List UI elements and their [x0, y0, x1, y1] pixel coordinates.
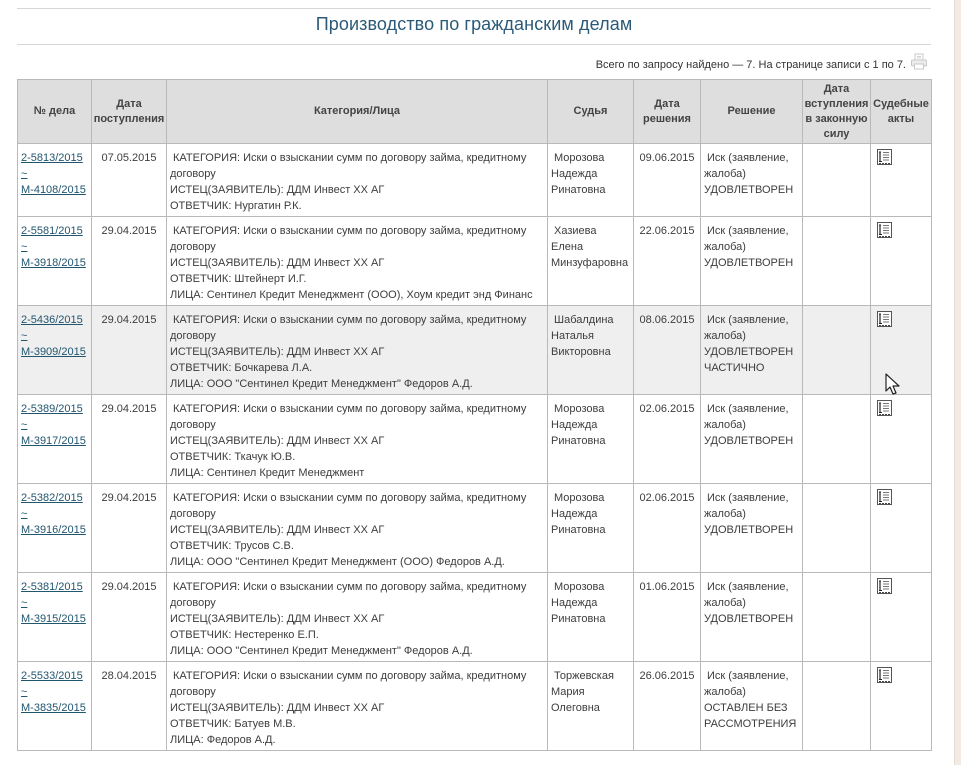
judge-name: Морозова Надежда Ринатовна [551, 152, 606, 196]
case-number-cell [18, 144, 92, 217]
header-category[interactable]: Категория/Лица [167, 80, 548, 144]
category-line: ИСТЕЦ(ЗАЯВИТЕЛЬ): ДДМ Инвест XX АГ [170, 184, 385, 196]
material-number-link[interactable]: М-3915/2015 [21, 613, 86, 625]
judge-name: Шабалдина Наталья Викторовна [551, 314, 614, 358]
table-row [18, 573, 932, 662]
category-line: ЛИЦА: Сентинел Кредит Менеджмент (ООО), Хоум кредит энд Финанс [170, 289, 533, 301]
case-number-link[interactable]: 2-5381/2015 [21, 581, 83, 593]
category-cell [167, 662, 548, 751]
divider-top [17, 8, 931, 9]
decision-cell [701, 395, 803, 484]
decision-cell [701, 306, 803, 395]
effective-date [803, 573, 871, 662]
category-line: ЛИЦА: ООО "Сентинел Кредит Менеджмент (ООО) Федоров А.Д. [170, 556, 505, 568]
case-number-cell [18, 217, 92, 306]
category-cell [167, 484, 548, 573]
court-acts-cell [871, 662, 932, 751]
divider-title [17, 44, 931, 45]
judge-name: Хазиева Елена Минзуфаровна [551, 225, 629, 269]
category-line: ОТВЕТЧИК: Бочкарева Л.А. [170, 362, 313, 374]
table-row [18, 306, 932, 395]
category-line: КАТЕГОРИЯ: Иски о взыскании сумм по договору займа, кредитному договору [170, 670, 527, 698]
category-line: КАТЕГОРИЯ: Иски о взыскании сумм по договору займа, кредитному договору [170, 152, 527, 180]
table-row [18, 395, 932, 484]
case-number-link[interactable]: 2-5382/2015 [21, 492, 83, 504]
judge-cell [548, 144, 634, 217]
category-cell [167, 144, 548, 217]
document-icon[interactable] [877, 149, 892, 165]
category-line: ИСТЕЦ(ЗАЯВИТЕЛЬ): ДДМ Инвест XX АГ [170, 346, 385, 358]
printer-icon[interactable] [910, 53, 928, 70]
judge-name: Морозова Надежда Ринатовна [551, 403, 606, 447]
decision-date: 26.06.2015 [634, 662, 701, 751]
category-line: ЛИЦА: Федоров А.Д. [170, 734, 276, 746]
page-edge-strip [954, 0, 961, 765]
table-body [18, 144, 932, 751]
decision-date: 22.06.2015 [634, 217, 701, 306]
category-line: ИСТЕЦ(ЗАЯВИТЕЛЬ): ДДМ Инвест XX АГ [170, 257, 385, 269]
category-line: ИСТЕЦ(ЗАЯВИТЕЛЬ): ДДМ Инвест XX АГ [170, 524, 385, 536]
table-header-row [18, 80, 932, 144]
judge-cell [548, 217, 634, 306]
case-number-link[interactable]: 2-5436/2015 [21, 314, 83, 326]
received-date: 07.05.2015 [92, 144, 167, 217]
received-date: 28.04.2015 [92, 662, 167, 751]
effective-date [803, 217, 871, 306]
judge-cell [548, 662, 634, 751]
decision-date: 02.06.2015 [634, 484, 701, 573]
decision-text: Иск (заявление, жалоба) УДОВЛЕТВОРЕН [704, 225, 794, 269]
case-number-cell [18, 395, 92, 484]
case-number-link[interactable]: 2-5581/2015 [21, 225, 83, 237]
table-row [18, 144, 932, 217]
category-line: КАТЕГОРИЯ: Иски о взыскании сумм по договору займа, кредитному договору [170, 314, 527, 342]
case-number-cell [18, 573, 92, 662]
case-separator-link[interactable]: ~ [21, 241, 28, 253]
court-acts-cell [871, 217, 932, 306]
category-line: ОТВЕТЧИК: Трусов С.В. [170, 540, 294, 552]
received-date: 29.04.2015 [92, 395, 167, 484]
header-case-number[interactable]: № дела [18, 80, 92, 144]
effective-date [803, 662, 871, 751]
document-icon[interactable] [877, 667, 892, 683]
case-number-link[interactable]: 2-5813/2015 [21, 152, 83, 164]
header-judge[interactable]: Судья [548, 80, 634, 144]
effective-date [803, 484, 871, 573]
table-row [18, 662, 932, 751]
decision-date: 08.06.2015 [634, 306, 701, 395]
decision-text: Иск (заявление, жалоба) УДОВЛЕТВОРЕН ЧАСТИЧНО [704, 314, 794, 374]
document-icon[interactable] [877, 222, 892, 238]
decision-date: 01.06.2015 [634, 573, 701, 662]
material-number-link[interactable]: М-3916/2015 [21, 524, 86, 536]
court-acts-cell [871, 573, 932, 662]
decision-cell [701, 217, 803, 306]
category-line: КАТЕГОРИЯ: Иски о взыскании сумм по договору займа, кредитному договору [170, 581, 527, 609]
category-line: ОТВЕТЧИК: Нургатин Р.К. [170, 200, 302, 212]
judge-cell [548, 395, 634, 484]
judge-cell [548, 306, 634, 395]
case-number-cell [18, 306, 92, 395]
table-row [18, 217, 932, 306]
category-line: ЛИЦА: ООО "Сентинел Кредит Менеджмент" Федоров А.Д. [170, 645, 473, 657]
material-number-link[interactable]: М-4108/2015 [21, 184, 86, 196]
case-separator-link[interactable]: ~ [21, 686, 28, 698]
effective-date [803, 306, 871, 395]
received-date: 29.04.2015 [92, 306, 167, 395]
judge-name: Морозова Надежда Ринатовна [551, 581, 606, 625]
category-line: ЛИЦА: ООО "Сентинел Кредит Менеджмент" Федоров А.Д. [170, 378, 473, 390]
document-icon[interactable] [877, 400, 892, 416]
decision-text: Иск (заявление, жалоба) УДОВЛЕТВОРЕН [704, 492, 794, 536]
decision-cell [701, 573, 803, 662]
document-icon[interactable] [877, 311, 892, 327]
judge-name: Торжевская Мария Олеговна [551, 670, 614, 714]
material-number-link[interactable]: М-3835/2015 [21, 702, 86, 714]
effective-date [803, 144, 871, 217]
received-date: 29.04.2015 [92, 573, 167, 662]
cases-table [17, 79, 932, 751]
header-received-date[interactable]: Дата поступления [92, 80, 167, 144]
decision-cell [701, 484, 803, 573]
category-line: ИСТЕЦ(ЗАЯВИТЕЛЬ): ДДМ Инвест XX АГ [170, 702, 385, 714]
judge-cell [548, 484, 634, 573]
material-number-link[interactable]: М-3917/2015 [21, 435, 86, 447]
category-line: ОТВЕТЧИК: Ткачук Ю.В. [170, 451, 296, 463]
case-number-cell [18, 662, 92, 751]
decision-cell [701, 144, 803, 217]
category-line: ОТВЕТЧИК: Штейнерт И.Г. [170, 273, 307, 285]
case-number-link[interactable]: 2-5533/2015 [21, 670, 83, 682]
category-line: ОТВЕТЧИК: Батуев М.В. [170, 718, 296, 730]
decision-text: Иск (заявление, жалоба) УДОВЛЕТВОРЕН [704, 152, 794, 196]
court-acts-cell [871, 484, 932, 573]
category-line: КАТЕГОРИЯ: Иски о взыскании сумм по договору займа, кредитному договору [170, 403, 527, 431]
decision-date: 09.06.2015 [634, 144, 701, 217]
category-cell [167, 306, 548, 395]
header-decision-date[interactable]: Дата решения [634, 80, 701, 144]
case-number-link[interactable]: 2-5389/2015 [21, 403, 83, 415]
case-number-cell [18, 484, 92, 573]
received-date: 29.04.2015 [92, 217, 167, 306]
table-row [18, 484, 932, 573]
material-number-link[interactable]: М-3918/2015 [21, 257, 86, 269]
document-icon[interactable] [877, 489, 892, 505]
category-line: ИСТЕЦ(ЗАЯВИТЕЛЬ): ДДМ Инвест XX АГ [170, 435, 385, 447]
case-separator-link[interactable]: ~ [21, 419, 28, 431]
category-cell [167, 395, 548, 484]
court-acts-cell [871, 306, 932, 395]
effective-date [803, 395, 871, 484]
case-separator-link[interactable]: ~ [21, 168, 28, 180]
header-decision[interactable]: Решение [701, 80, 803, 144]
category-line: ОТВЕТЧИК: Нестеренко Е.П. [170, 629, 319, 641]
category-cell [167, 217, 548, 306]
case-separator-link[interactable]: ~ [21, 597, 28, 609]
case-separator-link[interactable]: ~ [21, 330, 28, 342]
case-separator-link[interactable]: ~ [21, 508, 28, 520]
results-summary: Всего по запросу найдено — 7. На странице записи с 1 по 7. [595, 59, 906, 71]
court-acts-cell [871, 395, 932, 484]
court-acts-cell [871, 144, 932, 217]
judge-cell [548, 573, 634, 662]
category-cell [167, 573, 548, 662]
decision-text: Иск (заявление, жалоба) ОСТАВЛЕН БЕЗ РАССМОТРЕНИЯ [704, 670, 797, 730]
document-icon[interactable] [877, 578, 892, 594]
decision-date: 02.06.2015 [634, 395, 701, 484]
decision-text: Иск (заявление, жалоба) УДОВЛЕТВОРЕН [704, 581, 794, 625]
received-date: 29.04.2015 [92, 484, 167, 573]
category-line: КАТЕГОРИЯ: Иски о взыскании сумм по договору займа, кредитному договору [170, 492, 527, 520]
header-effective-date[interactable]: Дата вступления в законную силу [803, 80, 871, 144]
category-line: ЛИЦА: Сентинел Кредит Менеджмент [170, 467, 365, 479]
decision-text: Иск (заявление, жалоба) УДОВЛЕТВОРЕН [704, 403, 794, 447]
material-number-link[interactable]: М-3909/2015 [21, 346, 86, 358]
judge-name: Морозова Надежда Ринатовна [551, 492, 606, 536]
category-line: КАТЕГОРИЯ: Иски о взыскании сумм по договору займа, кредитному договору [170, 225, 527, 253]
decision-cell [701, 662, 803, 751]
page-title: Производство по гражданским делам [315, 14, 633, 34]
category-line: ИСТЕЦ(ЗАЯВИТЕЛЬ): ДДМ Инвест XX АГ [170, 613, 385, 625]
header-court-acts[interactable]: Судебные акты [871, 80, 932, 144]
